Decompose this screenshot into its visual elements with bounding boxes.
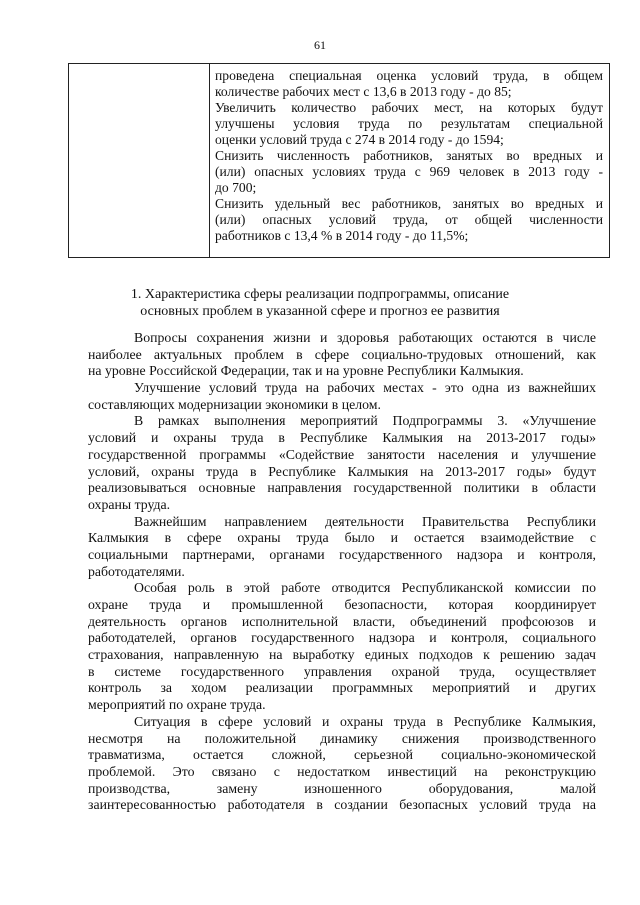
body-text-line: Улучшение условий труда на рабочих местах - это одна из важнейших	[134, 380, 596, 396]
body-text-line: условий и охраны труда в Республике Калмыкия на 2013-2017 годы»	[88, 430, 596, 446]
body-text-line: травматизма, остается сложной, серьезной социально-экономической	[88, 747, 596, 763]
table-text-line: улучшены условия труда по результатам специальной	[215, 116, 603, 131]
body-text-line: Ситуация в сфере условий и охраны труда в Республике Калмыкия,	[134, 713, 596, 729]
table-text-line: количестве рабочих мест с 13,6 в 2013 году - до 85;	[215, 84, 512, 99]
body-text-line: работодателей, органов государственного надзора и контроля, социального	[88, 630, 596, 646]
body-text-line: заинтересованностью работодателя в создании безопасных условий труда на	[88, 797, 596, 813]
body-text-line: социальными партнерами, органами государственного надзора и контроля,	[88, 546, 596, 562]
body-text-line: охране труда и промышленной безопасности, которая координирует	[88, 597, 596, 612]
body-text-line: условий, охраны труда в Республике Калмыкия на 2013-2017 годы» будут	[88, 463, 596, 479]
table-text-line: (или) опасных условиях труда с 969 человек в 2013 году -	[215, 164, 603, 179]
body-text-line: государственной программы «Содействие занятости населения и улучшение	[88, 446, 596, 462]
body-text-line: Вопросы сохранения жизни и здоровья работающих остаются в числе	[134, 330, 596, 345]
indicators-table	[68, 63, 610, 258]
body-text-line: охраны труда.	[88, 496, 171, 512]
body-text-line: несмотря на положительной динамику снижения производственного	[88, 730, 596, 746]
table-text-line: (или) опасных условий труда, от общей численности	[215, 212, 603, 227]
body-text-line: составляющих модернизации экономики в целом.	[88, 396, 381, 412]
body-text-line: мероприятий по охране труда.	[88, 697, 266, 713]
section-heading-line-1: 1. Характеристика сферы реализации подпрограммы, описание	[130, 287, 510, 302]
body-text-line: реализовываться основные направления государственной политики в области	[88, 480, 596, 496]
table-text-line: оценки условий труда с 274 в 2014 году - до 1594;	[215, 132, 504, 147]
page-number: 61	[314, 38, 326, 52]
table-text-line: Снизить численность работников, занятых во вредных и	[215, 148, 603, 163]
body-text-line: деятельность органов исполнительной власти, объединений профсоюзов и	[88, 613, 596, 629]
table-text-line: проведена специальная оценка условий труда, в общем	[215, 68, 603, 83]
body-text-line: проблемой. Это связано с недостатком инвестиций на реконструкцию	[88, 763, 596, 779]
body-text-line: в системе государственного управления охраной труда, осуществляет	[88, 663, 596, 679]
table-cell-text	[215, 68, 603, 244]
table-text-line: работников с 13,4 % в 2014 году - до 11,5%;	[215, 228, 469, 243]
body-text	[88, 330, 596, 814]
table-text-line: Увеличить количество рабочих мест, на которых будут	[215, 100, 603, 115]
body-text-line: Калмыкия в сфере охраны труда было и остается взаимодействие с	[88, 530, 596, 546]
body-text-line: на уровне Российской Федерации, так и на уровне Республики Калмыкия.	[88, 363, 524, 379]
table-text-line: Снизить удельный вес работников, занятых во вредных и	[215, 196, 603, 211]
body-text-line: производства, замену изношенного оборудования, малой	[88, 780, 596, 796]
body-text-line: работодателями.	[88, 563, 185, 579]
body-text-line: Важнейшим направлением деятельности Правительства Республики	[134, 513, 596, 529]
table-text-line: до 700;	[215, 180, 257, 195]
body-text-line: страхования, направленную на выработку единых подходов к решению задач	[88, 647, 596, 663]
table-column-divider	[209, 64, 210, 257]
body-text-line: Особая роль в этой работе отводится Республиканской комиссии по	[134, 580, 596, 596]
section-heading-line-2: основных проблем в указанной сфере и прогноз ее развития	[140, 304, 500, 319]
body-text-line: В рамках выполнения мероприятий Подпрограммы 3. «Улучшение	[134, 413, 596, 429]
body-text-line: наиболее актуальных проблем в сфере социально-трудовых отношений, как	[88, 346, 596, 362]
body-text-line: контроль за ходом реализации программных мероприятий и других	[88, 680, 596, 696]
